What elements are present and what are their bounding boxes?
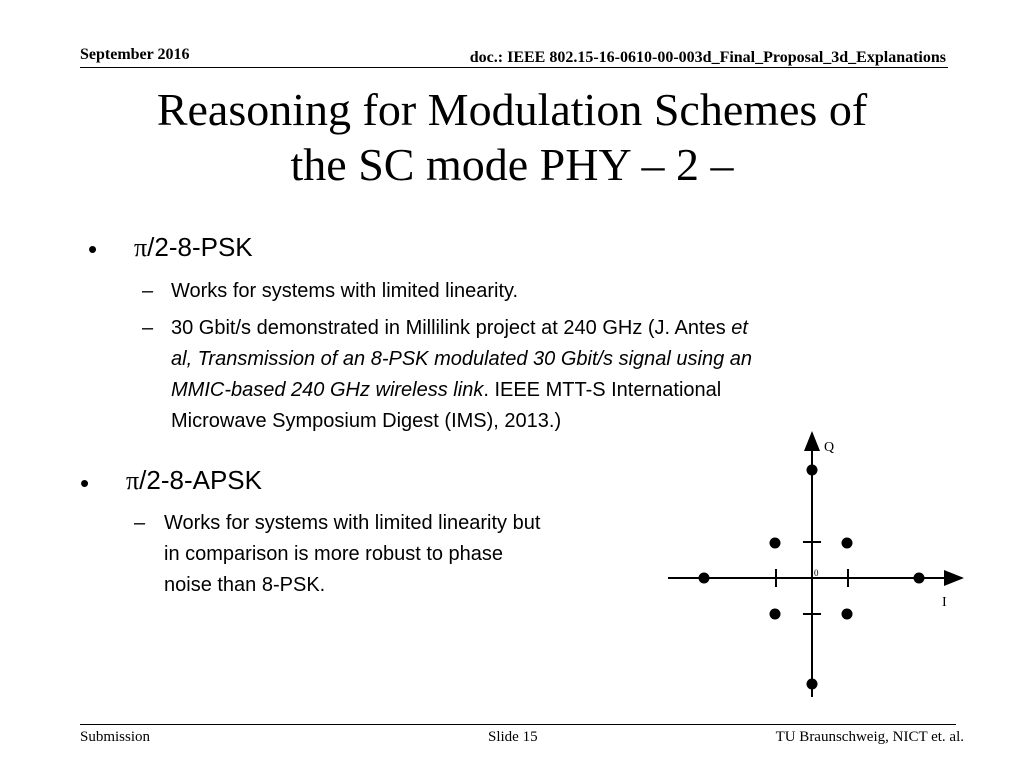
header-doc-id: doc.: IEEE 802.15-16-0610-00-003d_Final_Proposal_3d_Explanations [469, 49, 946, 66]
sub-bullet-line: Works for systems with limited linearity but [164, 512, 541, 534]
origin-label: 0 [814, 568, 819, 578]
sub-bullet-marker: – [142, 317, 154, 339]
constellation-point [770, 538, 781, 549]
citation-text: 30 Gbit/s demonstrated in Millilink project at 240 GHz (J. Antes [171, 317, 732, 339]
constellation-point [914, 573, 925, 584]
footer-rule [80, 724, 956, 725]
sub-bullet-line: in comparison is more robust to phase [164, 543, 504, 565]
bullet-heading-label: /2-8-PSK [147, 232, 253, 262]
q-axis-label: Q [824, 440, 835, 455]
sub-bullet-line: noise than 8-PSK. [164, 574, 326, 596]
pi-symbol: π [134, 233, 148, 262]
bullet-heading-apsk [126, 465, 262, 496]
footer-submission: Submission [80, 729, 151, 745]
citation-text: Microwave Symposium Digest (IMS), 2013.) [171, 410, 562, 432]
bullet-heading-label: /2-8-APSK [139, 465, 262, 495]
citation-italic: MMIC-based 240 GHz wireless link [171, 379, 484, 401]
sub-bullet-marker: – [134, 512, 146, 534]
pi-symbol: π [126, 466, 140, 495]
slide-title [60, 82, 964, 192]
constellation-point [770, 609, 781, 620]
constellation-point [699, 573, 710, 584]
citation-italic: al, Transmission of an 8-PSK modulated 30 Gbit/s signal using an [171, 348, 753, 370]
sub-bullet-text [164, 508, 540, 601]
bullet-heading-psk [134, 232, 253, 263]
footer-slide-number: Slide 15 [488, 729, 538, 745]
header-date: September 2016 [80, 46, 190, 63]
slide-title-line-2: the SC mode PHY – 2 – [290, 139, 734, 191]
constellation-diagram [660, 425, 970, 700]
sub-bullet-marker: – [142, 280, 154, 302]
bullet-marker: • [80, 468, 90, 498]
citation-italic: et [731, 317, 748, 339]
constellation-point [807, 679, 818, 690]
slide-title-line-1: Reasoning for Modulation Schemes of [156, 84, 868, 135]
constellation-point [842, 609, 853, 620]
footer-authors: TU Braunschweig, NICT et. al. [775, 729, 964, 745]
sub-bullet-text: Works for systems with limited linearity. [171, 280, 519, 302]
i-axis-label: I [942, 595, 947, 610]
header-rule [80, 67, 948, 68]
citation-text: . IEEE MTT-S International [483, 379, 722, 401]
bullet-marker: • [88, 234, 98, 264]
sub-bullet-citation [171, 313, 951, 437]
constellation-point [842, 538, 853, 549]
constellation-point [807, 465, 818, 476]
